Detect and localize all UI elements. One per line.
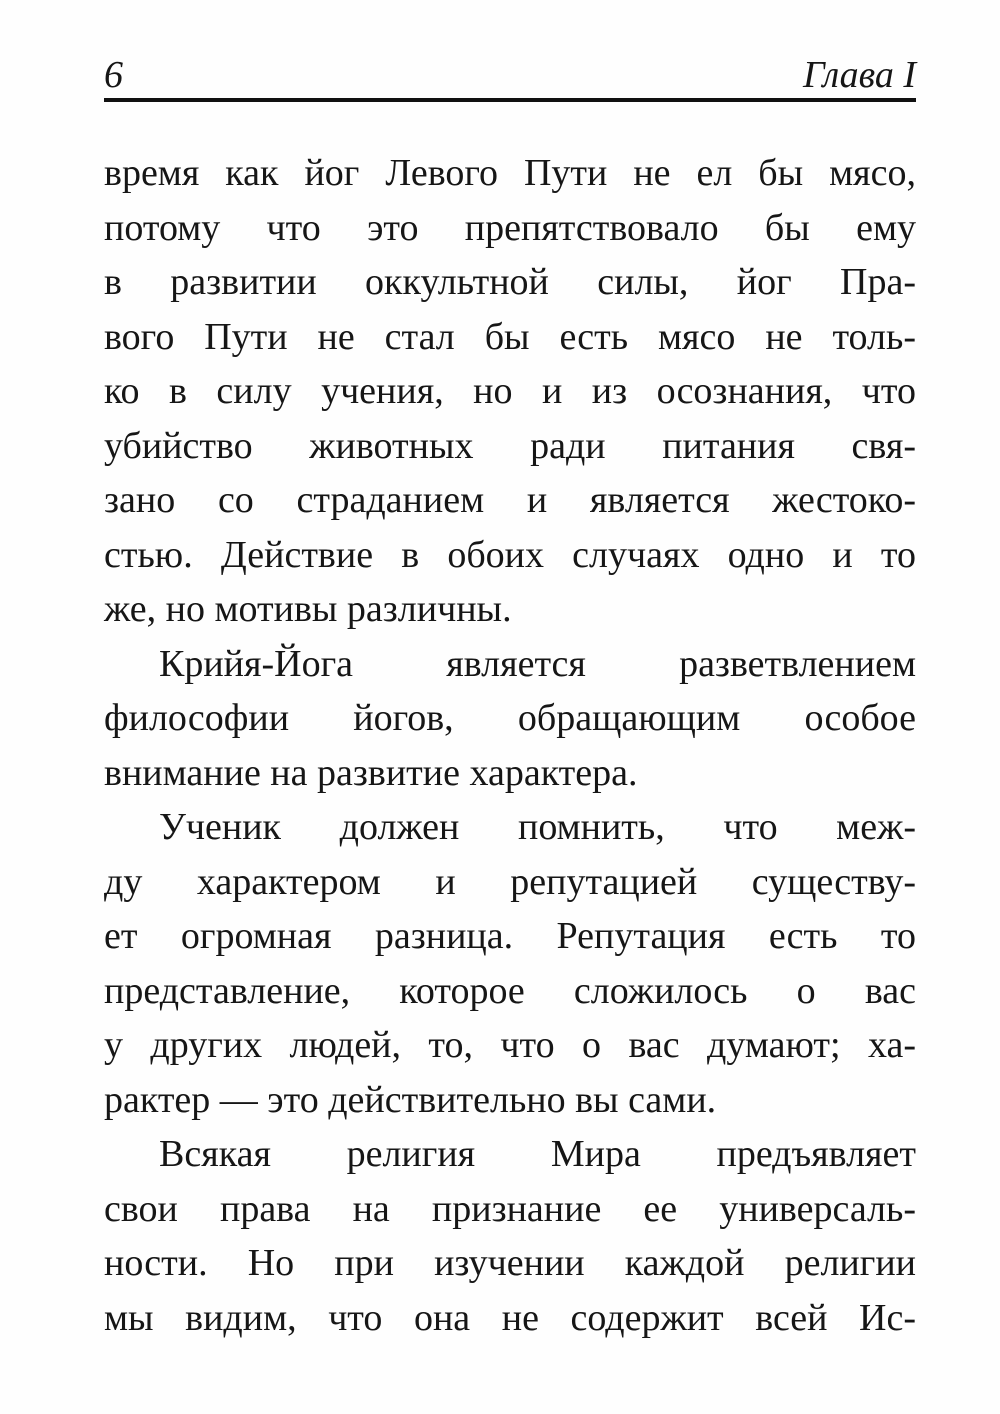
text-line: свои права на признание ее универсаль- [104,1187,916,1230]
text-line: представление, которое сложилось о вас [104,969,916,1012]
text-line: философии йогов, обращающим особое [104,697,916,739]
text-line: ности. Но при изучении каждой религии [104,1242,916,1284]
running-head [104,52,916,98]
text-line: Крийя-Йога является разветвлением [159,642,916,685]
text-line: время как йог Левого Пути не ел бы мясо, [104,152,916,194]
text-line: ко в силу учения, но и из осознания, что [104,370,916,412]
text-line: внимание на развитие характера. [104,751,638,794]
body-text [104,146,916,1345]
chapter-title: Глава I [802,54,916,96]
header-rule [104,98,916,102]
text-line: Ученик должен помнить, что меж- [159,806,916,848]
text-line: Всякая религия Мира предъявляет [159,1133,916,1175]
page-number: 6 [104,54,123,96]
text-line: у других людей, то, что о вас думают; ха- [104,1024,916,1066]
text-line: потому что это препятствовало бы ему [104,206,916,249]
text-line: рактер — это действительно вы сами. [104,1078,717,1121]
text-line: стью. Действие в обоих случаях одно и то [104,533,916,576]
text-line: зано со страданием и является жестоко- [104,479,916,521]
text-line: же, но мотивы различны. [104,588,512,630]
text-line: ду характером и репутацией существу- [104,860,916,903]
text-line: ет огромная разница. Репутация есть то [104,915,916,957]
text-line: мы видим, что она не содержит всей Ис- [104,1296,916,1339]
text-line: убийство животных ради питания свя- [104,424,916,467]
text-line: в развитии оккультной силы, йог Пра- [104,261,916,303]
text-line: вого Пути не стал бы есть мясо не толь- [104,315,916,358]
